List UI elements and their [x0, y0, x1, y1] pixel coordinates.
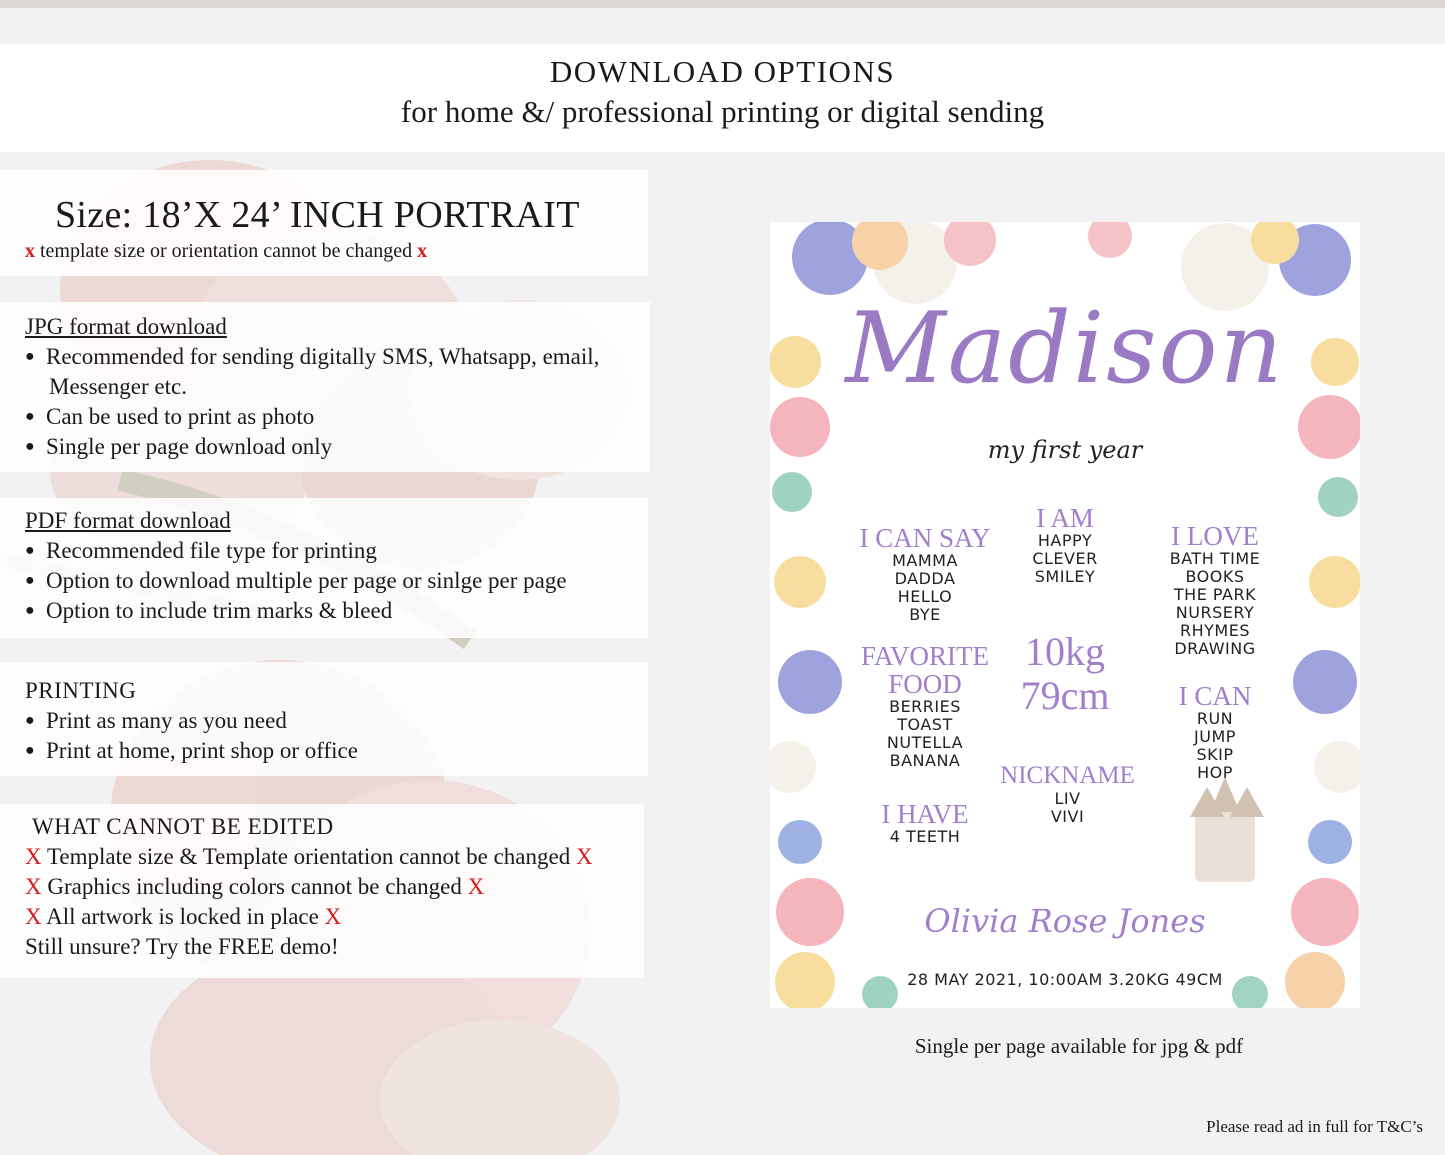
list-item: ● Print as many as you need [25, 706, 648, 736]
jpg-panel [0, 302, 650, 472]
demo-text: Still unsure? Try the FREE demo! [25, 934, 339, 959]
nickname-section: NICKNAME LIV VIVI [1000, 762, 1135, 826]
size-note-text: template size or orientation cannot be changed [40, 240, 413, 262]
x-mark-icon: X [575, 844, 593, 869]
list-item: ● Option to download multiple per page or sinlge per page [25, 566, 648, 596]
list-item: X Template size & Template orientation cannot be changed X [25, 844, 593, 869]
bullet-icon: ● [25, 348, 35, 365]
poster-caption: Single per page available for jpg & pdf [914, 1034, 1244, 1058]
bullet-icon: ● [25, 438, 35, 455]
poster-preview [770, 222, 1360, 1008]
bullet-icon: ● [25, 712, 35, 729]
pdf-panel [0, 498, 648, 638]
header-subtitle: for home &/ professional printing or digital sending [400, 94, 1045, 129]
growth-stats [1005, 630, 1125, 718]
height-stat: 79cm [1020, 673, 1110, 718]
i-can-say-section: I CAN SAY MAMMA DADDA HELLO BYE [859, 523, 991, 624]
bullet-spacer [25, 372, 46, 402]
i-can-section: I CAN RUN JUMP SKIP HOP [1178, 681, 1252, 782]
list-item: ● Recommended for sending digitally SMS, Whatsapp, email, [25, 342, 650, 372]
pdf-heading: PDF format download [25, 508, 231, 533]
terms-footer: Please read ad in full for T&C’s [1206, 1117, 1423, 1136]
poster-full-name: Olivia Rose Jones [924, 902, 1206, 940]
not-editable-heading: WHAT CANNOT BE EDITED [32, 814, 334, 839]
favorite-food-section: FAVORITE FOOD BERRIES TOAST NUTELLA BANANA [860, 641, 989, 770]
list-item: ● Single per page download only [25, 432, 650, 462]
list-item: ● Option to include trim marks & bleed [25, 596, 648, 626]
x-mark-icon: X [25, 904, 42, 929]
bullet-icon: ● [25, 408, 35, 425]
printing-panel [0, 662, 648, 776]
poster-name: Madison [845, 292, 1285, 406]
i-am-section: I AM HAPPY CLEVER SMILEY [1032, 503, 1098, 586]
bullet-icon: ● [25, 572, 35, 589]
download-options-header [0, 44, 1445, 152]
list-item: X All artwork is locked in place X [25, 904, 342, 929]
bullet-icon: ● [25, 742, 35, 759]
x-mark-icon: x [417, 240, 428, 262]
poster-subtitle: my first year [987, 436, 1143, 464]
list-item: ● Can be used to print as photo [25, 402, 650, 432]
bullet-icon: ● [25, 602, 35, 619]
x-mark-icon: X [324, 904, 342, 929]
size-panel [0, 170, 648, 276]
list-item: ● Print at home, print shop or office [25, 736, 648, 766]
i-love-section: I LOVE BATH TIME BOOKS THE PARK NURSERY RHYMES DRAWING [1169, 521, 1261, 658]
size-heading: Size: 18’X 24’ INCH PORTRAIT [55, 194, 580, 236]
list-item: X Graphics including colors cannot be changed X [25, 874, 485, 899]
weight-stat: 10kg [1025, 629, 1105, 674]
poster-birth-details: 28 MAY 2021, 10:00AM 3.20KG 49CM [907, 970, 1223, 989]
i-have-section: I HAVE 4 TEETH [881, 799, 969, 846]
not-editable-panel [0, 804, 644, 978]
bullet-icon: ● [25, 542, 35, 559]
x-mark-icon: x [25, 240, 35, 262]
header-title: DOWNLOAD OPTIONS [549, 54, 896, 89]
size-note [25, 238, 648, 264]
x-mark-icon: X [467, 874, 485, 899]
list-item: Messenger etc. [25, 372, 650, 402]
x-mark-icon: X [25, 874, 42, 899]
list-item: ● Recommended file type for printing [25, 536, 648, 566]
x-mark-icon: X [25, 844, 42, 869]
printing-heading: PRINTING [25, 678, 137, 703]
jpg-heading: JPG format download [25, 314, 227, 339]
